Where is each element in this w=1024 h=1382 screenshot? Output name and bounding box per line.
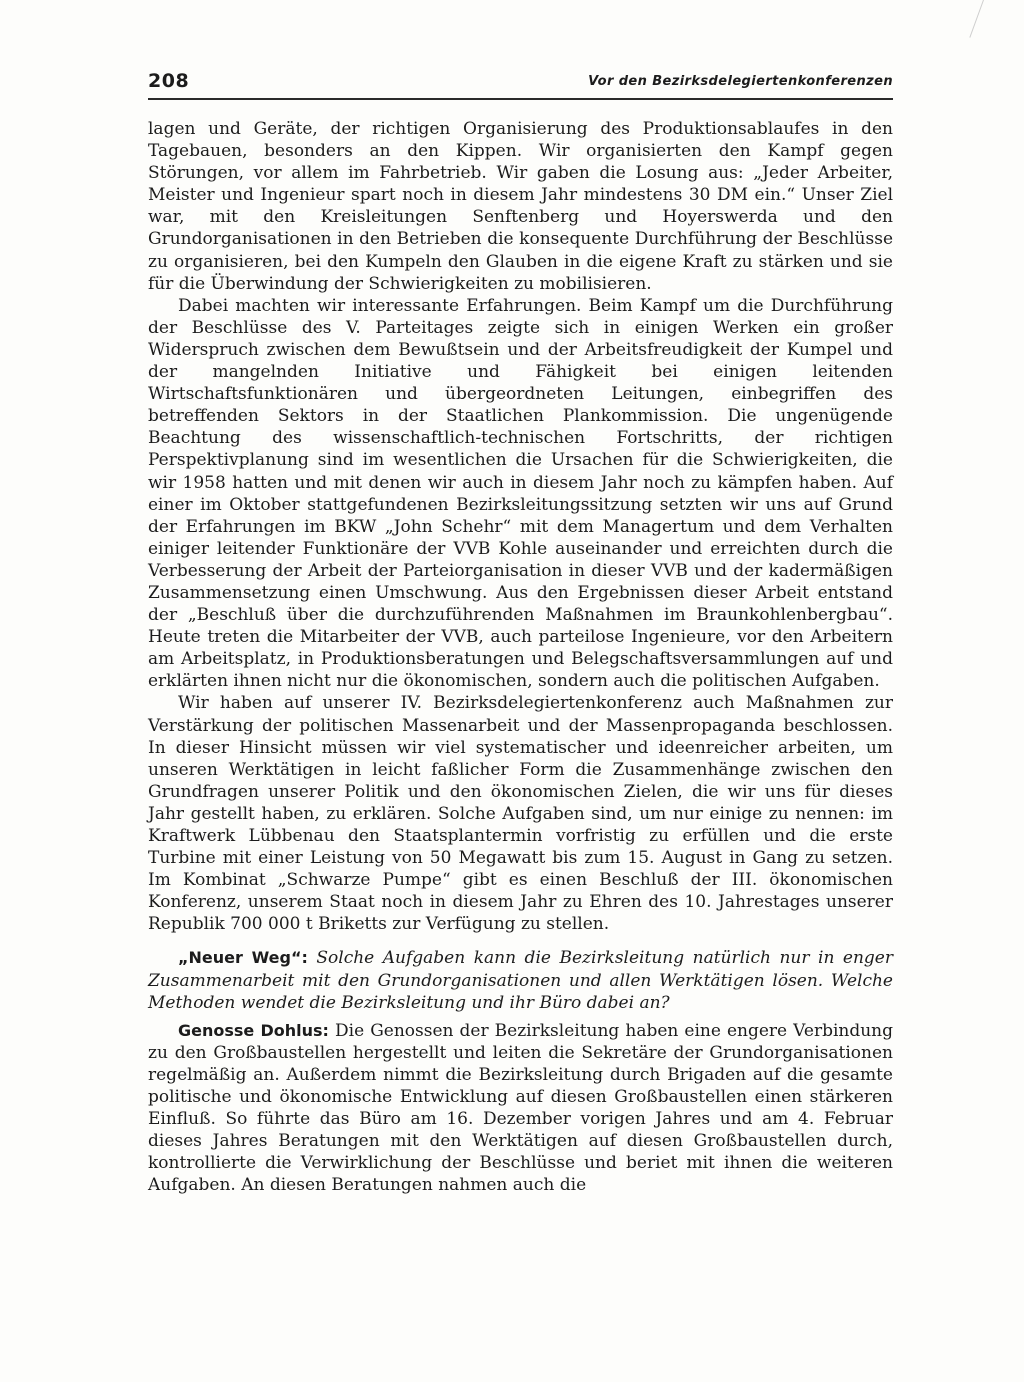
question-speaker: „Neuer Weg“: — [178, 948, 308, 968]
body-text — [148, 118, 893, 1197]
paragraph-3: Wir haben auf unserer IV. Bezirksdelegiertenkonferenz auch Maßnahmen zur Verstärkung der politischen Massenarbeit und der Massenpropaganda beschlossen. In dieser Hinsicht müssen wir viel systematischer und ideenreicher arbeiten, um unseren Werktätigen in leicht faßlicher Form die Zusammenhänge zwischen den Grundfragen unserer Politik und den ökonomischen Zielen, die wir uns für dieses Jahr gestellt haben, zu erklären. Solche Aufgaben sind, um nur einige zu nennen: im Kraftwerk Lübbenau den Staatsplantermin vorfristig zu erfüllen und die erste Turbine mit einer Leistung von 50 Megawatt bis zum 15. August in Gang zu setzen. Im Kombinat „Schwarze Pumpe“ gibt es einen Beschluß der III. ökonomischen Konferenz, unserem Staat noch in diesem Jahr zu Ehren des 10. Jahrestages unserer Republik 700 000 t Briketts zur Verfügung zu stellen. — [148, 693, 893, 935]
running-head: Vor den Bezirksdelegiertenkonferenzen — [588, 74, 893, 89]
page-number: 208 — [148, 70, 190, 92]
page-header — [148, 66, 893, 100]
interview-question — [148, 947, 893, 1013]
interview-answer — [148, 1020, 893, 1197]
answer-text: Die Genossen der Bezirksleitung haben eine engere Verbindung zu den Großbaustellen hergestellt und leiten die Sekretäre der Grundorganisationen regelmäßig an. Außerdem nimmt die Bezirksleitung durch Brigaden auf die gesamte politische und ökonomische Entwicklung auf diesen Großbaustellen einen stärkeren Einfluß. So führte das Büro am 16. Dezember vorigen Jahres und am 4. Februar dieses Jahres Beratungen mit den Werktätigen auf diesen Großbaustellen durch, kontrollierte die Verwirklichung der Beschlüsse und beriet mit ihnen die weiteren Aufgaben. An diesen Beratungen nahmen auch die — [148, 1020, 893, 1196]
paragraph-1: lagen und Geräte, der richtigen Organisierung des Produktionsablaufes in den Tagebauen, besonders an den Kippen. Wir organisierten den Kampf gegen Störungen, vor allem im Fahrbetrieb. Wir gaben die Losung aus: „Jeder Arbeiter, Meister und Ingenieur spart noch in diesem Jahr mindestens 30 DM ein.“ Unser Ziel war, mit den Kreisleitungen Senftenberg und Hoyerswerda und den Grundorganisationen in den Betrieben die konsequente Durchführung der Beschlüsse zu organisieren, bei den Kumpeln den Glauben in die eigene Kraft zu stärken und sie für die Überwindung der Schwierigkeiten zu mobilisieren. — [148, 119, 893, 294]
paragraph-2: Dabei machten wir interessante Erfahrungen. Beim Kampf um die Durchführung der Beschlüsse des V. Parteitages zeigte sich in einigen Werken ein großer Widerspruch zwischen dem Bewußtsein und der Arbeitsfreudigkeit der Kumpel und der mangelnden Initiative und Fähigkeit bei einigen leitenden Wirtschaftsfunktionären und übergeordneten Leitungen, einbegriffen des betreffenden Sektors in der Staatlichen Plankommission. Die ungenügende Beachtung des wissenschaftlich-technischen Fortschritts, der richtigen Perspektivplanung sind im wesentlichen die Ursachen für die Schwierigkeiten, die wir 1958 hatten und mit denen wir auch in diesem Jahr noch zu kämpfen haben. Auf einer im Oktober stattgefundenen Bezirksleitungssitzung setzten wir uns auf Grund der Erfahrungen im BKW „John Schehr“ mit dem Managertum und dem Verhalten einiger leitender Funktionäre der VVB Kohle auseinander und erreichten durch die Verbesserung der Arbeit der Parteiorganisation in dieser VVB und der kadermäßigen Zusammensetzung einen Umschwung. Aus den Ergebnissen dieser Arbeit entstand der „Beschluß über die durchzuführenden Maßnahmen im Braunkohlenbergbau“. Heute treten die Mitarbeiter der VVB, auch parteilose Ingenieure, vor den Arbeitern am Arbeitsplatz, in Produktionsberatungen und Belegschaftsversammlungen auf und erklärten ihnen nicht nur die ökonomischen, sondern auch die politischen Aufgaben. — [148, 295, 893, 692]
scan-mark — [969, 0, 984, 38]
answer-speaker: Genosse Dohlus: — [178, 1020, 329, 1040]
question-text: Solche Aufgaben kann die Bezirksleitung natürlich nur in enger Zusammenarbeit mit den Grundorganisationen und allen Werktätigen lösen. Welche Methoden wendet die Bezirksleitung und ihr Büro dabei an? — [148, 948, 893, 1013]
